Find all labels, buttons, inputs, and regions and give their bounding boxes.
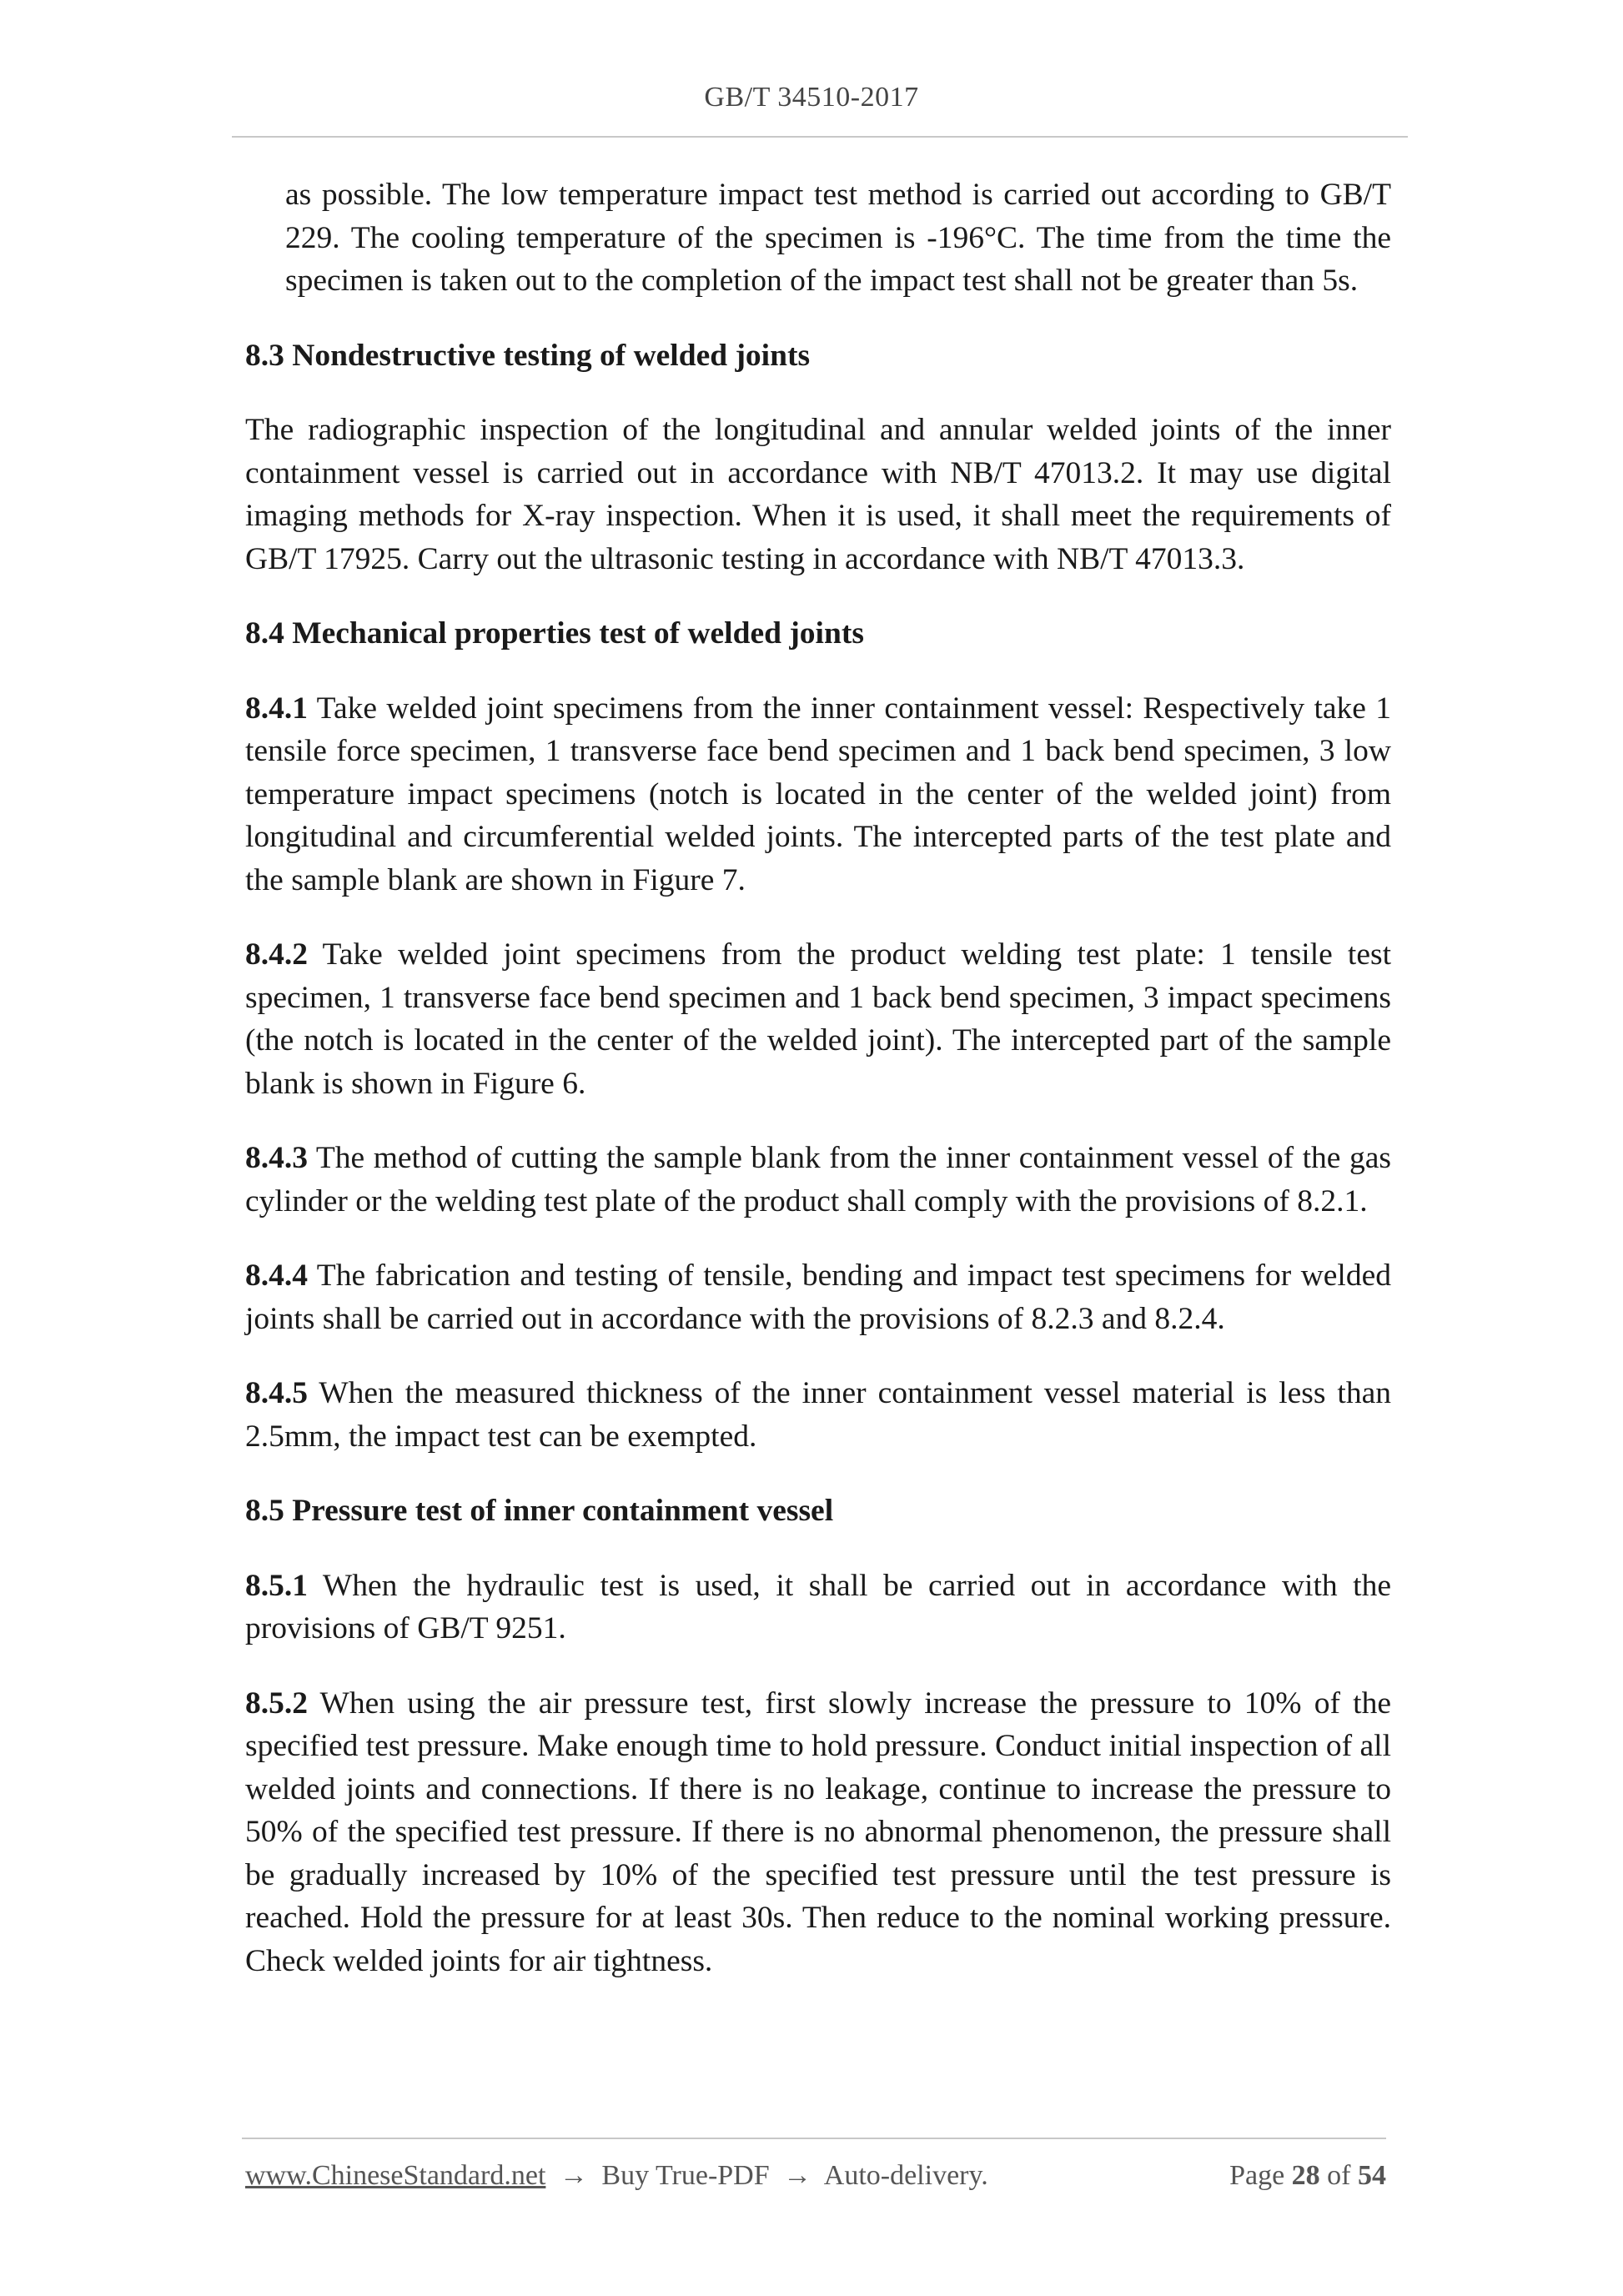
clause-8-4-3 xyxy=(245,1137,1391,1223)
footer-promo xyxy=(245,2160,988,2192)
section-8-4-heading: 8.4 Mechanical properties test of welded joints xyxy=(245,616,864,651)
page-label: Page xyxy=(1229,2160,1285,2191)
document-footer xyxy=(245,2160,1386,2192)
right-arrow-icon: → xyxy=(783,2160,812,2191)
clause-number: 8.4.5 xyxy=(245,1376,308,1410)
header-divider xyxy=(232,136,1408,138)
right-arrow-icon: → xyxy=(559,2160,588,2191)
clause-number: 8.4.2 xyxy=(245,937,308,972)
page-total: 54 xyxy=(1358,2160,1386,2191)
clause-8-4-2 xyxy=(245,933,1391,1105)
clause-number: 8.4.4 xyxy=(245,1259,308,1293)
clause-text: When the measured thickness of the inner containment vessel material is less than 2.5mm, the impact test can be exempted. xyxy=(245,1376,1391,1454)
clause-8-4-5 xyxy=(245,1372,1391,1458)
document-header xyxy=(0,82,1623,113)
auto-delivery-text: Auto-delivery. xyxy=(823,2160,988,2191)
clause-number: 8.5.2 xyxy=(245,1686,308,1721)
standard-id: GB/T 34510-2017 xyxy=(704,82,919,113)
clause-8-5-1 xyxy=(245,1565,1391,1650)
clause-text: Take welded joint specimens from the product welding test plate: 1 tensile test specimen, 1 transverse face bend specimen and 1 back bend specimen, 3 impact specimens (the notch is located in the center of the welded joint). The intercepted part of the sample blank is shown in Figure 6. xyxy=(245,937,1391,1101)
section-8-3-body: The radiographic inspection of the longitudinal and annular welded joints of the inner containment vessel is carried out in accordance with NB/T 47013.2. It may use digital imaging methods for X-ray inspection. When it is used, it shall meet the requirements of GB/T 17925. Carry out the ultrasonic testing in accordance with NB/T 47013.3. xyxy=(245,413,1391,576)
clause-text: When using the air pressure test, first slowly increase the pressure to 10% of the specified test pressure. Make enough time to hold pressure. Conduct initial inspection of all welded joints and connections. If there is no leakage, continue to increase the pressure to 50% of the specified test pressure. If there is no abnormal phenomenon, the pressure shall be gradually increased by 10% of the specified test pressure until the test pressure is reached. Hold the pressure for at least 30s. Then reduce to the nominal working pressure. Check welded joints for air tightness. xyxy=(245,1686,1391,1978)
buy-pdf-link[interactable]: Buy True-PDF xyxy=(601,2160,770,2191)
section-8-3-heading: 8.3 Nondestructive testing of welded joints xyxy=(245,338,811,373)
clause-number: 8.5.1 xyxy=(245,1568,308,1603)
section-8-5-heading: 8.5 Pressure test of inner containment vessel xyxy=(245,1494,834,1528)
clause-number: 8.4.3 xyxy=(245,1141,308,1175)
clause-text: Take welded joint specimens from the inner containment vessel: Respectively take 1 tensile force specimen, 1 transverse face bend specimen and 1 back bend specimen, 3 low temperature impact specimens (notch is located in the center of the welded joint) from longitudinal and circumferential welded joints. The intercepted parts of the test plate and the sample blank are shown in Figure 7. xyxy=(245,691,1391,897)
clause-text: The method of cutting the sample blank from the inner containment vessel of the gas cylinder or the welding test plate of the product shall comply with the provisions of 8.2.1. xyxy=(245,1141,1391,1218)
clause-8-4-1 xyxy=(245,687,1391,902)
footer-divider xyxy=(242,2138,1386,2139)
site-link[interactable]: www.ChineseStandard.net xyxy=(245,2160,546,2191)
clause-text: The fabrication and testing of tensile, bending and impact test specimens for welded joints shall be carried out in accordance with the provisions of 8.2.3 and 8.2.4. xyxy=(245,1259,1391,1336)
page-number xyxy=(1229,2160,1386,2192)
clause-8-4-4 xyxy=(245,1254,1391,1340)
clause-number: 8.4.1 xyxy=(245,691,308,726)
continuation-paragraph: as possible. The low temperature impact test method is carried out according to GB/T 229. The cooling temperature of the specimen is -196°C. The time from the time the specimen is taken out to the completion of the impact test shall not be greater than 5s. xyxy=(285,178,1391,298)
page-body xyxy=(245,173,1391,1982)
clause-text: When the hydraulic test is used, it shall be carried out in accordance with the provisions of GB/T 9251. xyxy=(245,1568,1391,1645)
page-current: 28 xyxy=(1291,2160,1320,2191)
page-of: of xyxy=(1327,2160,1351,2191)
clause-8-5-2 xyxy=(245,1682,1391,1983)
